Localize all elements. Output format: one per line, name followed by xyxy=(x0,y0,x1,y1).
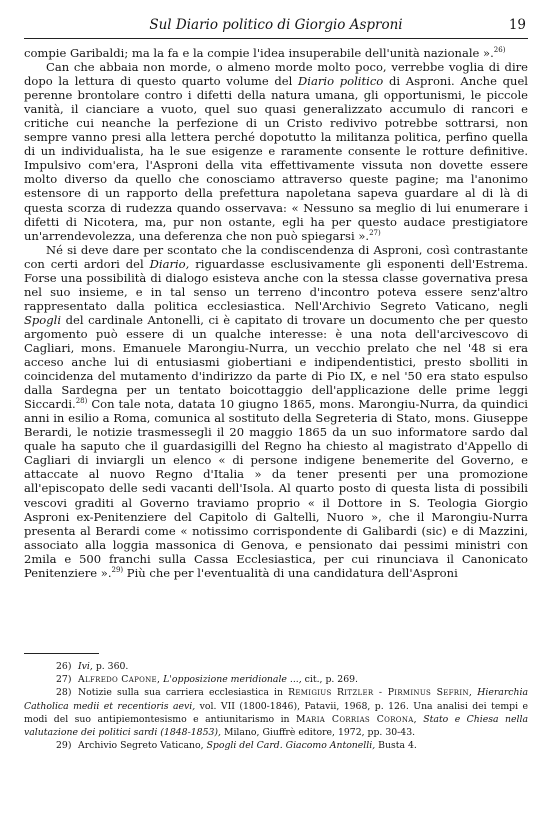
footnote-27-number: 27) xyxy=(56,674,72,686)
footnote-26-text: p. 360. xyxy=(92,661,129,672)
footnotes xyxy=(24,660,528,752)
footnote-29-italic: Spogli del Card. Giacomo Antonelli, xyxy=(206,740,376,752)
footnote-28-text-b: vol. VII (1800-1846), Patavii, 1968, p. 126. Una analisi dei tempi e modi del suo antipiemontesismo e antiunitarismo in xyxy=(24,700,529,725)
page-number: 19 xyxy=(508,17,526,33)
footnote-26-italic: Ivi, xyxy=(78,661,93,672)
footnote-ref-27: 27) xyxy=(369,228,381,237)
footnote-28-text-c: Milano, Giuffrè editore, 1972, pp. 30-43. xyxy=(220,727,416,739)
paragraph-3-text-e: Più che per l'eventualità di una candidatura dell'Asproni xyxy=(123,565,458,580)
paragraph-3-text-a: Né si deve dare per scontato che la condiscendenza di Asproni, così contrastante con certi ardori del xyxy=(24,242,528,271)
paragraph-1 xyxy=(24,46,528,60)
paragraph-3-text-c: del cardinale Antonelli, ci è capitato di trovare un documento che per questo argomento può essere di un qualche interesse: è una nota dell'arcivescovo di Cagliari, mons. Emanuele Marongiu-Nurra, un vecchio prelato che nel '48 si era acceso anche lui di entusiasmi giobertiani e indipendentistici, presto sbolliti in coincidenza del mutamento d'indirizzo da parte di Pio IX, e nel '50 era stato espulso dalla Sardegna per un tentato boicottaggio dell'applicazione delle prime leggi Siccardi. xyxy=(24,312,528,412)
footnote-28-text-a: Notizie sulla sua carriera ecclesiastica in xyxy=(78,687,289,699)
paragraph-2 xyxy=(24,60,528,243)
footnote-27 xyxy=(24,673,528,686)
footnote-29-text-b: Busta 4. xyxy=(375,740,417,752)
footnote-29-number: 29) xyxy=(56,740,72,752)
footnote-ref-29: 29) xyxy=(111,565,124,574)
paragraph-3-text-d: Con tale nota, datata 10 giugno 1865, mons. Marongiu-Nurra, da quindici anni in esilio a Roma, comunica al sostituto della Segreteria di Stato, mons. Giuseppe Berardi, le notizie trasmessegli il 20 maggio 1865 da un suo informatore sardo dal quale ha saputo che il guardasigilli del Regno ha chiesto al magistrato d'Appello di Cagliari di inviargli un elenco « di persone indigene benemerite del Governo, e attaccate al nuovo Regno d'Italia » da tener presenti per una promozione all'episcopato delle sedi vacanti dell'Isola. Al quarto posto di questa lista di possibili vescovi graditi al Governo traviamo proprio « il Dottore in S. Teologia Giorgio Asproni ex-Penitenziere del Capitolo di Galtelli, Nuoro », che il Marongiu-Nurra presenta al Berardi come « notissimo corrispondente di Galibardi (sic) e di Mazzini, associato alla loggia massonica di Genova, e pensionato dai pessimi ministri con 2mila e 500 franchi sulla Cassa Ecclesiastica, per cui rinunciava il Canonicato Penitenziere ». xyxy=(24,397,528,580)
footnote-28-author-b: Maria Corrias Corona, xyxy=(296,713,417,725)
footnote-26 xyxy=(24,660,528,673)
paragraph-2-text-a: Can che abbaia non morde, o almeno morde molto poco, verrebbe voglia di dire dopo la lettura di questo quarto volume del xyxy=(24,60,528,89)
main-text xyxy=(24,46,528,580)
footnote-27-author: Alfredo Capone, xyxy=(78,674,161,686)
footnote-ref-26: 26) xyxy=(493,46,506,55)
footnote-26-number: 26) xyxy=(56,661,72,672)
footnote-27-italic: L'opposizione meridionale ..., xyxy=(160,674,302,686)
paragraph-3-italic-a: Diario, xyxy=(149,256,190,271)
footnote-separator xyxy=(24,653,99,654)
running-header xyxy=(24,16,528,39)
footnote-28-author-a: Remigius Ritzler - Pirminus Sefrin, xyxy=(288,687,473,699)
paragraph-3-text-b: riguardasse esclusivamente gli esponenti dell'Estrema. Forse una possibilità di dialogo esisteva anche con la stessa classe governativa presa nel suo insieme, e in tal senso un terreno d'incontro poteva essere senz'altro rappresentato dalla politica ecclesiastica. Nell'Archivio Segreto Vaticano, negli xyxy=(24,256,528,313)
footnote-28-italic-b: Stato e Chiesa nella valutazione dei politici sardi (1848-1853), xyxy=(24,713,528,739)
paragraph-1-text: compie Garibaldi; ma la fa e la compie l'idea insuperabile dell'unità nazionale ». xyxy=(24,46,494,60)
running-title: Sul Diario politico di Giorgio Asproni xyxy=(149,17,403,33)
footnote-29 xyxy=(24,739,528,752)
paragraph-2-text-b: di Asproni. Anche quel perenne brontolare contro i difetti della natura umana, gli opportunismi, le piccole vanità, il cianciare a vuoto, quel suo quasi generalizzato accumulo di rancori e critiche cui neanche la perfezione di un Cristo redivivo potrebbe sottrarsi, non sempre vanno presi alla lettera perché dopotutto la militanza politica, perfino quella di un individualista, ha le sue esigenze e raramente consente le rotture definitive. Impulsivo com'era, l'Asproni della vita effettivamente vissuta non dovette essere molto diverso da quello che conosciamo attraverso queste pagine; ma l'anonimo estensore di un rapporto della prefettura napoletana sapeva guardare al di là di questa scorza di rudezza quando osservava: « Nessuno sa meglio di lui enumerare i difetti di Nicotera, ma, pur non ostante, egli ha per questo audace prestigiatore un'arrendevolezza, una deferenza che non può spiegarsi ». xyxy=(24,74,528,243)
paragraph-3-italic-b: Spogli xyxy=(24,312,62,327)
footnote-27-text: cit., p. 269. xyxy=(301,674,359,686)
footnote-28-number: 28) xyxy=(56,687,72,699)
paragraph-3 xyxy=(24,243,528,580)
footnote-28-italic-a: Hierarchia Catholica medii et recentioris aevi, xyxy=(24,687,528,712)
footnote-ref-28: 28) xyxy=(75,397,88,406)
paragraph-2-italic-a: Diario politico xyxy=(298,74,384,89)
footnote-28 xyxy=(24,686,528,739)
footnote-29-text-a: Archivio Segreto Vaticano, xyxy=(78,740,207,752)
